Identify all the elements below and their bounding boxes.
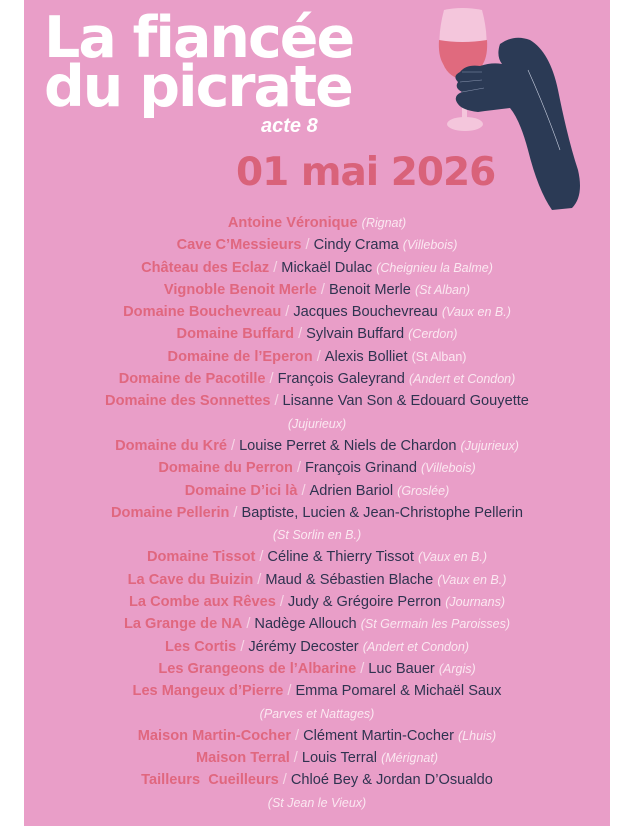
place-name: (Journans)	[445, 595, 505, 610]
list-item	[24, 279, 610, 301]
separator: /	[293, 750, 298, 767]
list-item	[24, 502, 610, 524]
owner-name: François Grinand	[305, 460, 417, 477]
exhibitor-list	[24, 212, 610, 814]
poster-title	[44, 5, 354, 120]
owner-name: Cindy Crama	[313, 237, 399, 254]
place-name: (Villebois)	[402, 238, 458, 253]
domain-name: Domaine du Kré	[115, 437, 227, 454]
owner-name: Maud & Sébastien Blache	[265, 571, 434, 588]
list-item-continuation	[24, 524, 610, 546]
owner-name: Mickaël Dulac	[281, 259, 373, 276]
separator: /	[246, 616, 251, 633]
separator: /	[273, 259, 278, 276]
place-name: (Cheignieu la Balme)	[376, 260, 493, 275]
domain-name: Les Cortis	[164, 638, 237, 655]
list-item	[24, 390, 610, 412]
place-name: (Mérignat)	[381, 751, 439, 766]
separator: /	[240, 638, 245, 655]
owner-name: Judy & Grégoire Perron	[287, 594, 442, 611]
separator: /	[360, 660, 365, 677]
domain-name: Domaine des Sonnettes	[105, 393, 271, 410]
domain-name: La Grange de NA	[123, 616, 243, 633]
title-line-2: du picrate	[44, 54, 352, 120]
place-name: (Lhuis)	[458, 728, 497, 743]
list-item	[24, 234, 610, 256]
list-item	[24, 368, 610, 390]
place-name: (Jujurieux)	[460, 438, 519, 453]
domain-name: Maison Terral	[195, 750, 290, 767]
domain-name: Vignoble Benoit Merle	[163, 281, 317, 298]
list-item	[24, 546, 610, 568]
list-item	[24, 747, 610, 769]
separator: /	[305, 237, 310, 254]
list-item-continuation	[24, 792, 610, 814]
domain-name: Château des Eclaz	[141, 259, 270, 276]
owner-name: Clément Martin-Cocher	[303, 727, 454, 744]
domain-name: Domaine du Perron	[158, 460, 293, 477]
owner-name: Louis Terral	[301, 750, 377, 767]
list-item	[24, 658, 610, 680]
place-name: (St Germain les Paroisses)	[360, 617, 511, 632]
list-item	[24, 257, 610, 279]
hand-holding-wine-glass-icon	[422, 0, 610, 210]
owner-name: Adrien Bariol	[309, 482, 394, 499]
list-item-continuation	[24, 413, 610, 435]
domain-name: Domaine de l’Eperon	[167, 348, 313, 365]
list-item	[24, 346, 610, 368]
list-item	[24, 435, 610, 457]
domain-name: Domaine Pellerin	[111, 504, 230, 521]
separator: /	[301, 482, 306, 499]
separator: /	[316, 348, 321, 365]
place-name: (Andert et Condon)	[408, 372, 516, 387]
owner-name: Alexis Bolliet	[324, 348, 408, 365]
separator: /	[279, 594, 284, 611]
domain-name: Domaine D’ici là	[184, 482, 298, 499]
edition-label: acte 8	[261, 115, 318, 137]
list-item	[24, 323, 610, 345]
place-name: (Vaux en B.)	[437, 572, 507, 587]
domain-name: Tailleurs Cueilleurs	[141, 772, 279, 789]
owner-name: Emma Pomarel & Michaël Saux	[295, 683, 502, 700]
separator: /	[296, 460, 301, 477]
separator: /	[320, 281, 325, 298]
list-item	[24, 301, 610, 323]
owner-name: Jérémy Decoster	[248, 638, 359, 655]
event-poster	[24, 0, 610, 826]
owner-name: Céline & Thierry Tissot	[267, 549, 414, 566]
separator: /	[274, 393, 279, 410]
place-name: (Vaux en B.)	[441, 305, 511, 320]
domain-name: Les Grangeons de l’Albarine	[158, 660, 357, 677]
separator: /	[287, 683, 292, 700]
domain-name: Antoine Véronique	[227, 215, 358, 231]
place-name: (Parves et Nattages)	[259, 706, 375, 721]
list-item-continuation	[24, 703, 610, 725]
separator: /	[295, 727, 300, 744]
separator: /	[233, 504, 238, 521]
list-item	[24, 636, 610, 658]
place-name: (Rignat)	[361, 216, 407, 230]
place-name: (St Sorlin en B.)	[272, 528, 362, 543]
domain-name: Domaine de Pacotille	[118, 371, 266, 388]
place-name: (Jujurieux)	[287, 416, 347, 431]
domain-name: Domaine Buffard	[176, 326, 295, 343]
owner-name: Nadège Allouch	[254, 616, 357, 633]
list-item	[24, 480, 610, 502]
list-item	[24, 769, 610, 791]
list-item	[24, 680, 610, 702]
place-name: (Villebois)	[421, 461, 476, 476]
separator: /	[298, 326, 303, 343]
owner-name: Luc Bauer	[368, 660, 435, 677]
owner-name: Lisanne Van Son & Edouard Gouyette	[282, 393, 529, 410]
list-item	[24, 457, 610, 479]
place-name: (Groslée)	[397, 483, 450, 498]
owner-name: Jacques Bouchevreau	[293, 304, 438, 321]
list-item	[24, 212, 610, 234]
title-line-1: La fiancée	[44, 5, 354, 71]
owner-name: Louise Perret & Niels de Chardon	[239, 437, 457, 454]
domain-name: Maison Martin-Cocher	[137, 727, 292, 744]
place-name: (Cerdon)	[408, 327, 458, 342]
list-item	[24, 569, 610, 591]
place-name: (St Jean le Vieux)	[267, 795, 367, 810]
owner-name: Baptiste, Lucien & Jean-Christophe Pellerin	[241, 504, 523, 521]
separator: /	[231, 437, 236, 454]
domain-name: Cave C’Messieurs	[176, 237, 302, 254]
event-date: 01 mai 2026	[236, 150, 496, 195]
owner-name: Sylvain Buffard	[306, 326, 405, 343]
owner-name: Chloé Bey & Jordan D’Osualdo	[290, 772, 493, 789]
place-name: (Andert et Condon)	[362, 639, 470, 654]
domain-name: Domaine Tissot	[146, 549, 256, 566]
domain-name: La Combe aux Rêves	[129, 594, 276, 611]
list-item	[24, 591, 610, 613]
separator: /	[269, 371, 274, 388]
domain-name: La Cave du Buizin	[127, 571, 254, 588]
list-item	[24, 613, 610, 635]
separator: /	[257, 571, 262, 588]
separator: /	[282, 772, 287, 789]
separator: /	[285, 304, 290, 321]
place-name: (St Alban)	[411, 349, 467, 364]
domain-name: Les Mangeux d’Pierre	[132, 683, 284, 700]
separator: /	[259, 549, 264, 566]
owner-name: Benoit Merle	[328, 281, 411, 298]
owner-name: François Galeyrand	[277, 371, 405, 388]
place-name: (Vaux en B.)	[418, 550, 488, 565]
place-name: (St Alban)	[414, 282, 471, 297]
list-item	[24, 725, 610, 747]
place-name: (Argis)	[438, 661, 476, 676]
domain-name: Domaine Bouchevreau	[123, 304, 282, 321]
